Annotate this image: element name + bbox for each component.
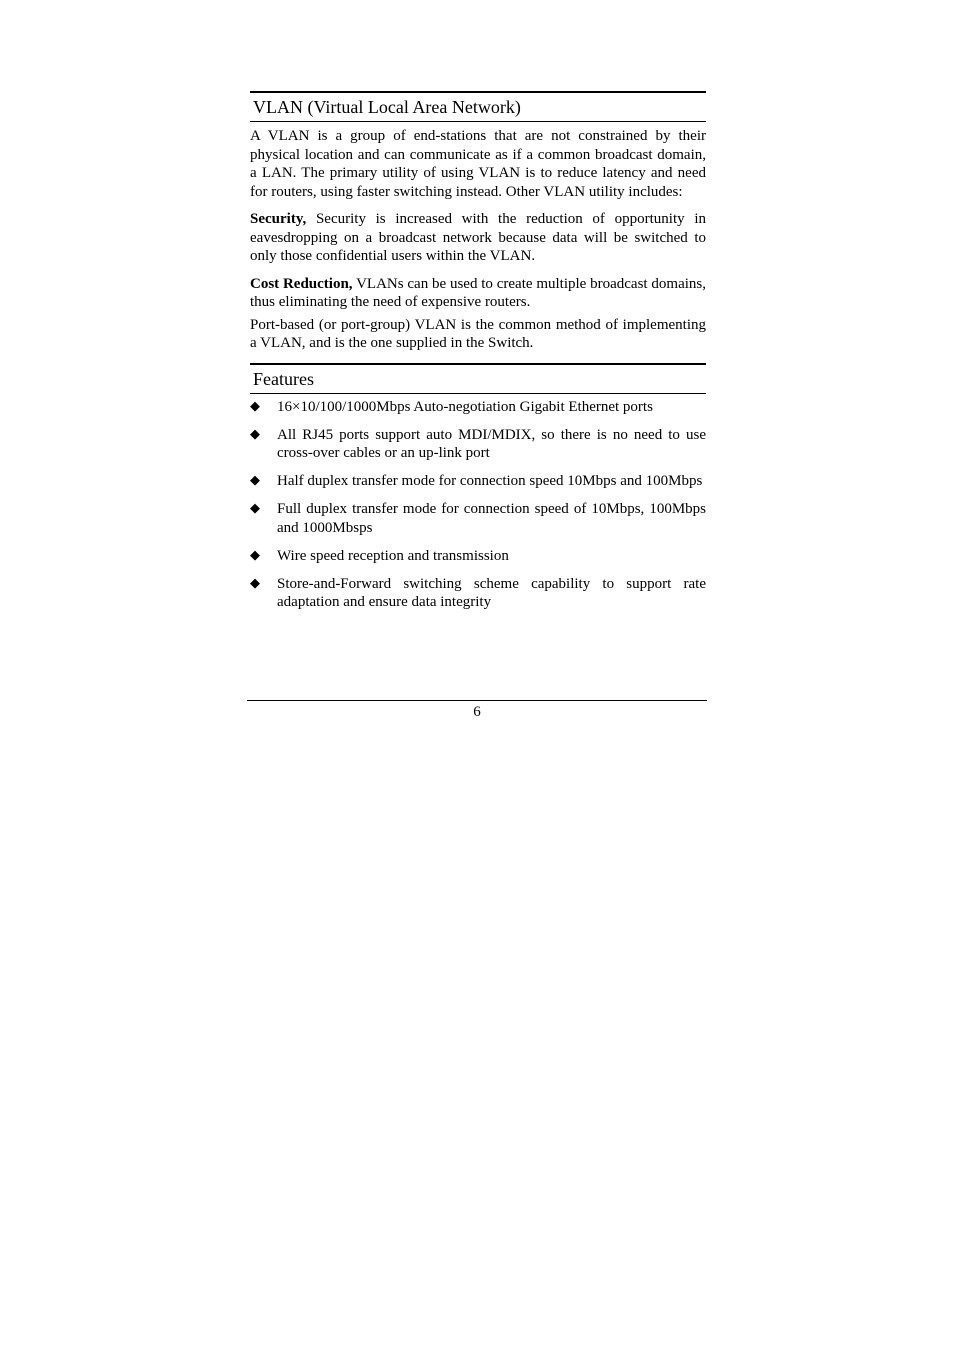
feature-item (250, 575, 706, 612)
diamond-bullet-icon: ◆ (250, 575, 260, 591)
diamond-bullet-icon: ◆ (250, 398, 260, 414)
feature-item (250, 426, 706, 463)
feature-text: Half duplex transfer mode for connection speed 10Mbps and 100Mbps (277, 473, 703, 489)
feature-item (250, 472, 706, 491)
security-text: Security is increased with the reduction of opportunity in eavesdropping on a broadcast network because data will be switched to only those confidential users within the VLAN. (250, 211, 706, 264)
diamond-bullet-icon: ◆ (250, 501, 260, 516)
cost-reduction-text: VLANs can be used to create multiple broadcast domains, thus eliminating the need of expensive routers. (250, 275, 706, 310)
features-heading: Features (250, 363, 706, 394)
feature-text: Store-and-Forward switching scheme capability to support rate adaptation and ensure data integrity (277, 575, 706, 610)
vlan-heading: VLAN (Virtual Local Area Network) (250, 91, 706, 122)
port-based-paragraph: Port-based (or port-group) VLAN is the common method of implementing a VLAN, and is the one supplied in the Switch. (250, 316, 706, 351)
security-label: Security, (250, 211, 307, 227)
feature-item (250, 500, 706, 537)
feature-text: Wire speed reception and transmission (277, 547, 509, 564)
diamond-bullet-icon: ◆ (250, 473, 260, 488)
vlan-intro-paragraph: A VLAN is a group of end-stations that are not constrained by their physical location and can communicate as if a common broadcast domain, a LAN. The primary utility of using VLAN is to reduce latency and need for routers, using faster switching instead. Other VLAN utility includes: (250, 128, 706, 200)
diamond-bullet-icon: ◆ (250, 426, 260, 442)
feature-text: 16×10/100/1000Mbps Auto-negotiation Gigabit Ethernet ports (277, 398, 653, 415)
diamond-bullet-icon: ◆ (250, 547, 260, 563)
feature-text: Full duplex transfer mode for connection speed of 10Mbps, 100Mbps and 1000Mbsps (277, 501, 706, 536)
features-list (250, 398, 706, 612)
feature-item (250, 398, 706, 417)
page-content (250, 91, 706, 621)
footer-divider (247, 700, 707, 701)
cost-reduction-label: Cost Reduction, (250, 275, 353, 292)
feature-text: All RJ45 ports support auto MDI/MDIX, so there is no need to use cross-over cables or an up-link port (277, 426, 706, 461)
page-number: 6 (473, 704, 481, 720)
security-paragraph (250, 210, 706, 266)
cost-reduction-paragraph (250, 275, 706, 312)
feature-item (250, 547, 706, 566)
